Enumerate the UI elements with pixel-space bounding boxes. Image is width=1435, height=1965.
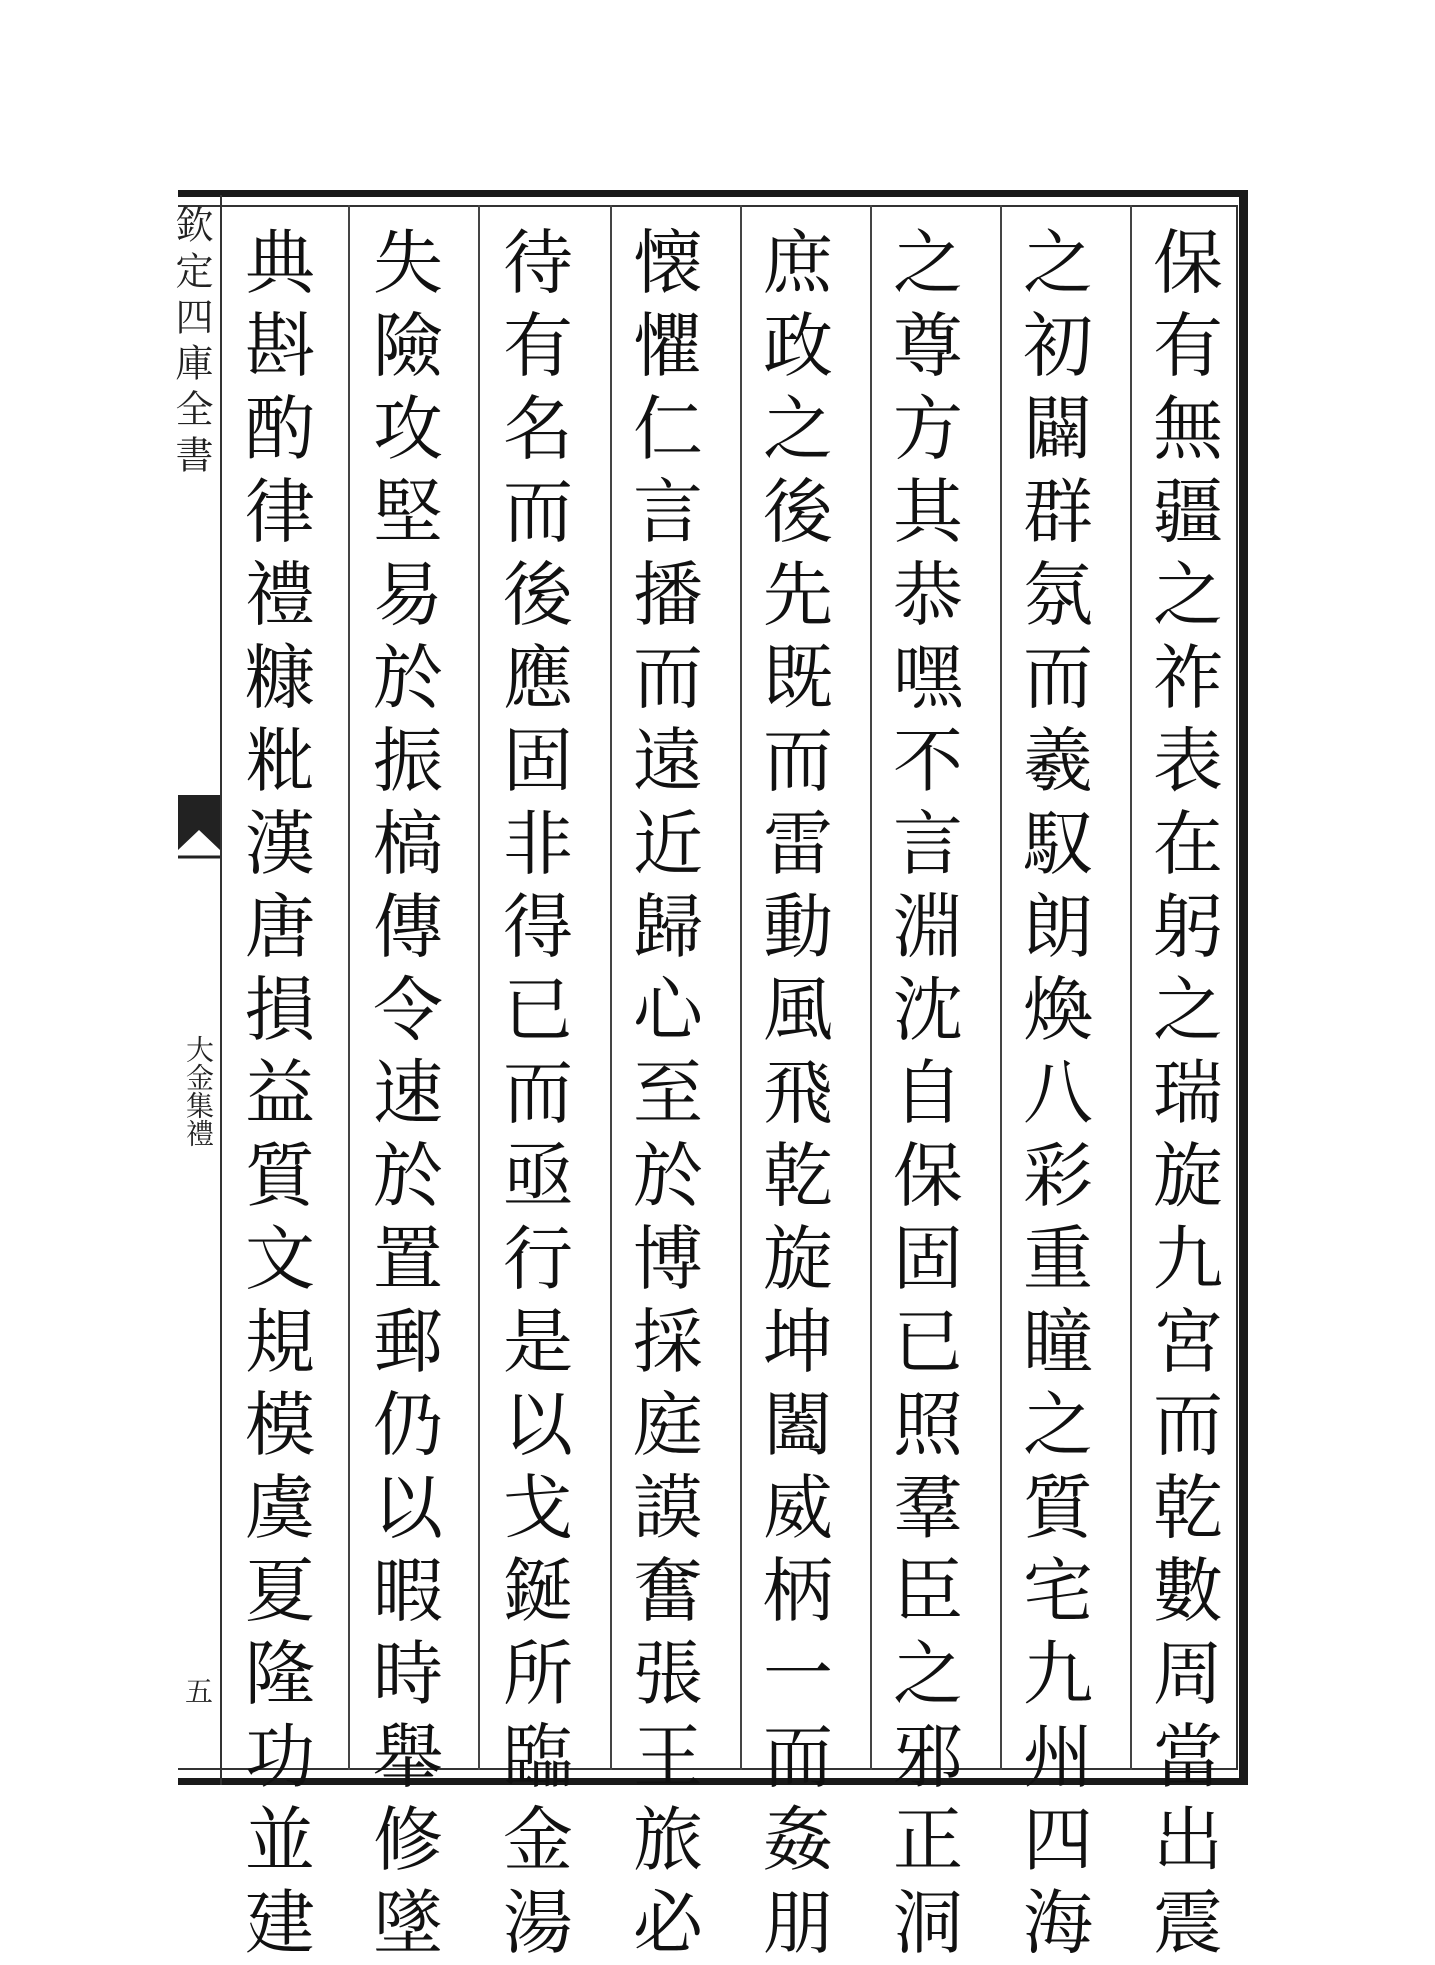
character: 於 bbox=[373, 1135, 443, 1217]
character: 州 bbox=[1023, 1716, 1093, 1798]
character: 瑞 bbox=[1153, 1052, 1223, 1134]
character: 張 bbox=[633, 1633, 703, 1715]
character: 夏 bbox=[245, 1550, 315, 1632]
character: 斟 bbox=[245, 305, 315, 387]
character: 典 bbox=[245, 222, 315, 304]
character: 隆 bbox=[245, 1633, 315, 1715]
character: 洞 bbox=[893, 1882, 963, 1964]
character: 時 bbox=[373, 1633, 443, 1715]
character: 無 bbox=[1153, 388, 1223, 470]
character: 博 bbox=[633, 1218, 703, 1300]
character: 初 bbox=[1023, 305, 1093, 387]
character: 漢 bbox=[245, 803, 315, 885]
character: 功 bbox=[245, 1716, 315, 1798]
character: 糠 bbox=[245, 637, 315, 719]
character: 唐 bbox=[245, 886, 315, 968]
fishtail-mark-icon bbox=[178, 795, 220, 865]
text-column-8 bbox=[225, 222, 335, 1965]
character: 湯 bbox=[503, 1882, 573, 1964]
character: 旅 bbox=[633, 1799, 703, 1881]
character: 一 bbox=[763, 1633, 833, 1715]
column-rule bbox=[610, 205, 612, 1770]
character: 宅 bbox=[1023, 1550, 1093, 1632]
character: 瞳 bbox=[1023, 1301, 1093, 1383]
character: 八 bbox=[1023, 1052, 1093, 1134]
column-rule bbox=[478, 205, 480, 1770]
character: 至 bbox=[633, 1052, 703, 1134]
character: 坤 bbox=[763, 1301, 833, 1383]
character: 煥 bbox=[1023, 969, 1093, 1051]
character: 馭 bbox=[1023, 803, 1093, 885]
character: 先 bbox=[763, 554, 833, 636]
character: 而 bbox=[1153, 1384, 1223, 1466]
character: 待 bbox=[503, 222, 573, 304]
column-rule bbox=[1000, 205, 1002, 1770]
character: 自 bbox=[893, 1052, 963, 1134]
character: 播 bbox=[633, 554, 703, 636]
character: 旋 bbox=[763, 1218, 833, 1300]
character: 以 bbox=[373, 1467, 443, 1549]
character: 恭 bbox=[893, 554, 963, 636]
character: 已 bbox=[893, 1301, 963, 1383]
character: 羲 bbox=[1023, 720, 1093, 802]
character: 而 bbox=[763, 720, 833, 802]
character: 而 bbox=[503, 1052, 573, 1134]
character: 正 bbox=[893, 1799, 963, 1881]
character: 出 bbox=[1153, 1799, 1223, 1881]
character: 仁 bbox=[633, 388, 703, 470]
character: 模 bbox=[245, 1384, 315, 1466]
character: 以 bbox=[503, 1384, 573, 1466]
character: 固 bbox=[893, 1218, 963, 1300]
character: 氛 bbox=[1023, 554, 1093, 636]
character: 修 bbox=[373, 1799, 443, 1881]
page-number: 五 bbox=[184, 1675, 213, 1708]
character: 懼 bbox=[633, 305, 703, 387]
character: 庭 bbox=[633, 1384, 703, 1466]
column-rule bbox=[1130, 205, 1132, 1770]
character: 歸 bbox=[633, 886, 703, 968]
character: 奮 bbox=[633, 1550, 703, 1632]
character: 虞 bbox=[245, 1467, 315, 1549]
character: 而 bbox=[1023, 637, 1093, 719]
character: 闢 bbox=[1023, 388, 1093, 470]
banner-title: 欽定四庫全書 bbox=[169, 205, 213, 481]
banner-subtitle: 大金集禮 bbox=[182, 1035, 215, 1147]
character: 疆 bbox=[1153, 471, 1223, 553]
character: 群 bbox=[1023, 471, 1093, 553]
character: 乾 bbox=[763, 1135, 833, 1217]
character: 名 bbox=[503, 388, 573, 470]
character: 之 bbox=[1023, 1384, 1093, 1466]
character: 姦 bbox=[763, 1799, 833, 1881]
character: 是 bbox=[503, 1301, 573, 1383]
character: 遠 bbox=[633, 720, 703, 802]
character: 風 bbox=[763, 969, 833, 1051]
character: 言 bbox=[633, 471, 703, 553]
character: 既 bbox=[763, 637, 833, 719]
character: 固 bbox=[503, 720, 573, 802]
character: 亟 bbox=[503, 1135, 573, 1217]
character: 已 bbox=[503, 969, 573, 1051]
character: 之 bbox=[763, 388, 833, 470]
text-column-1 bbox=[1133, 222, 1243, 1965]
character: 柄 bbox=[763, 1550, 833, 1632]
text-column-3 bbox=[873, 222, 983, 1965]
character: 政 bbox=[763, 305, 833, 387]
character: 乾 bbox=[1153, 1467, 1223, 1549]
text-column-2 bbox=[1003, 222, 1113, 1965]
character: 彩 bbox=[1023, 1135, 1093, 1217]
character: 而 bbox=[633, 637, 703, 719]
character: 於 bbox=[373, 637, 443, 719]
character: 羣 bbox=[893, 1467, 963, 1549]
character: 粃 bbox=[245, 720, 315, 802]
character: 保 bbox=[893, 1135, 963, 1217]
character: 九 bbox=[1023, 1633, 1093, 1715]
character: 雷 bbox=[763, 803, 833, 885]
character: 威 bbox=[763, 1467, 833, 1549]
character: 之 bbox=[1153, 969, 1223, 1051]
character: 失 bbox=[373, 222, 443, 304]
character: 旋 bbox=[1153, 1135, 1223, 1217]
character: 嘿 bbox=[893, 637, 963, 719]
character: 之 bbox=[893, 1633, 963, 1715]
character: 淵 bbox=[893, 886, 963, 968]
character: 質 bbox=[1023, 1467, 1093, 1549]
character: 尊 bbox=[893, 305, 963, 387]
character: 謨 bbox=[633, 1467, 703, 1549]
character: 令 bbox=[373, 969, 443, 1051]
character: 槁 bbox=[373, 803, 443, 885]
column-rule bbox=[870, 205, 872, 1770]
character: 之 bbox=[1023, 222, 1093, 304]
character: 傳 bbox=[373, 886, 443, 968]
character: 建 bbox=[245, 1882, 315, 1964]
character: 於 bbox=[633, 1135, 703, 1217]
character: 動 bbox=[763, 886, 833, 968]
character: 損 bbox=[245, 969, 315, 1051]
column-rule bbox=[348, 205, 350, 1770]
character: 九 bbox=[1153, 1218, 1223, 1300]
character: 當 bbox=[1153, 1716, 1223, 1798]
character: 禮 bbox=[245, 554, 315, 636]
character: 暇 bbox=[373, 1550, 443, 1632]
character: 臣 bbox=[893, 1550, 963, 1632]
banner-strip bbox=[169, 195, 222, 1785]
character: 戈 bbox=[503, 1467, 573, 1549]
character: 祚 bbox=[1153, 637, 1223, 719]
character: 郵 bbox=[373, 1301, 443, 1383]
character: 質 bbox=[245, 1135, 315, 1217]
character: 振 bbox=[373, 720, 443, 802]
character: 方 bbox=[893, 388, 963, 470]
character: 採 bbox=[633, 1301, 703, 1383]
character: 而 bbox=[763, 1716, 833, 1798]
character: 沈 bbox=[893, 969, 963, 1051]
character: 速 bbox=[373, 1052, 443, 1134]
character: 宮 bbox=[1153, 1301, 1223, 1383]
character: 易 bbox=[373, 554, 443, 636]
character: 王 bbox=[633, 1716, 703, 1798]
character: 益 bbox=[245, 1052, 315, 1134]
character: 必 bbox=[633, 1882, 703, 1964]
character: 得 bbox=[503, 886, 573, 968]
character: 有 bbox=[503, 305, 573, 387]
character: 不 bbox=[893, 720, 963, 802]
character: 律 bbox=[245, 471, 315, 553]
character: 非 bbox=[503, 803, 573, 885]
character: 闔 bbox=[763, 1384, 833, 1466]
character: 鋋 bbox=[503, 1550, 573, 1632]
character: 仍 bbox=[373, 1384, 443, 1466]
character: 置 bbox=[373, 1218, 443, 1300]
text-column-4 bbox=[743, 222, 853, 1965]
character: 照 bbox=[893, 1384, 963, 1466]
character: 朋 bbox=[763, 1882, 833, 1964]
character: 攻 bbox=[373, 388, 443, 470]
column-rule bbox=[740, 205, 742, 1770]
character: 重 bbox=[1023, 1218, 1093, 1300]
character: 有 bbox=[1153, 305, 1223, 387]
character: 言 bbox=[893, 803, 963, 885]
character: 規 bbox=[245, 1301, 315, 1383]
character: 其 bbox=[893, 471, 963, 553]
character: 金 bbox=[503, 1799, 573, 1881]
character: 行 bbox=[503, 1218, 573, 1300]
character: 海 bbox=[1023, 1882, 1093, 1964]
character: 庶 bbox=[763, 222, 833, 304]
text-column-5 bbox=[613, 222, 723, 1965]
character: 周 bbox=[1153, 1633, 1223, 1715]
character: 後 bbox=[763, 471, 833, 553]
character: 酌 bbox=[245, 388, 315, 470]
character: 心 bbox=[633, 969, 703, 1051]
character: 四 bbox=[1023, 1799, 1093, 1881]
character: 險 bbox=[373, 305, 443, 387]
character: 所 bbox=[503, 1633, 573, 1715]
character: 而 bbox=[503, 471, 573, 553]
character: 堅 bbox=[373, 471, 443, 553]
character: 近 bbox=[633, 803, 703, 885]
character: 之 bbox=[1153, 554, 1223, 636]
character: 文 bbox=[245, 1218, 315, 1300]
character: 震 bbox=[1153, 1882, 1223, 1964]
character: 懐 bbox=[633, 222, 703, 304]
character: 朗 bbox=[1023, 886, 1093, 968]
character: 飛 bbox=[763, 1052, 833, 1134]
character: 數 bbox=[1153, 1550, 1223, 1632]
character: 臨 bbox=[503, 1716, 573, 1798]
character: 應 bbox=[503, 637, 573, 719]
character: 之 bbox=[893, 222, 963, 304]
character: 後 bbox=[503, 554, 573, 636]
character: 舉 bbox=[373, 1716, 443, 1798]
text-column-7 bbox=[353, 222, 463, 1965]
character: 並 bbox=[245, 1799, 315, 1881]
text-column-6 bbox=[483, 222, 593, 1965]
character: 墜 bbox=[373, 1882, 443, 1964]
character: 躬 bbox=[1153, 886, 1223, 968]
character: 保 bbox=[1153, 222, 1223, 304]
character: 邪 bbox=[893, 1716, 963, 1798]
character: 表 bbox=[1153, 720, 1223, 802]
character: 在 bbox=[1153, 803, 1223, 885]
